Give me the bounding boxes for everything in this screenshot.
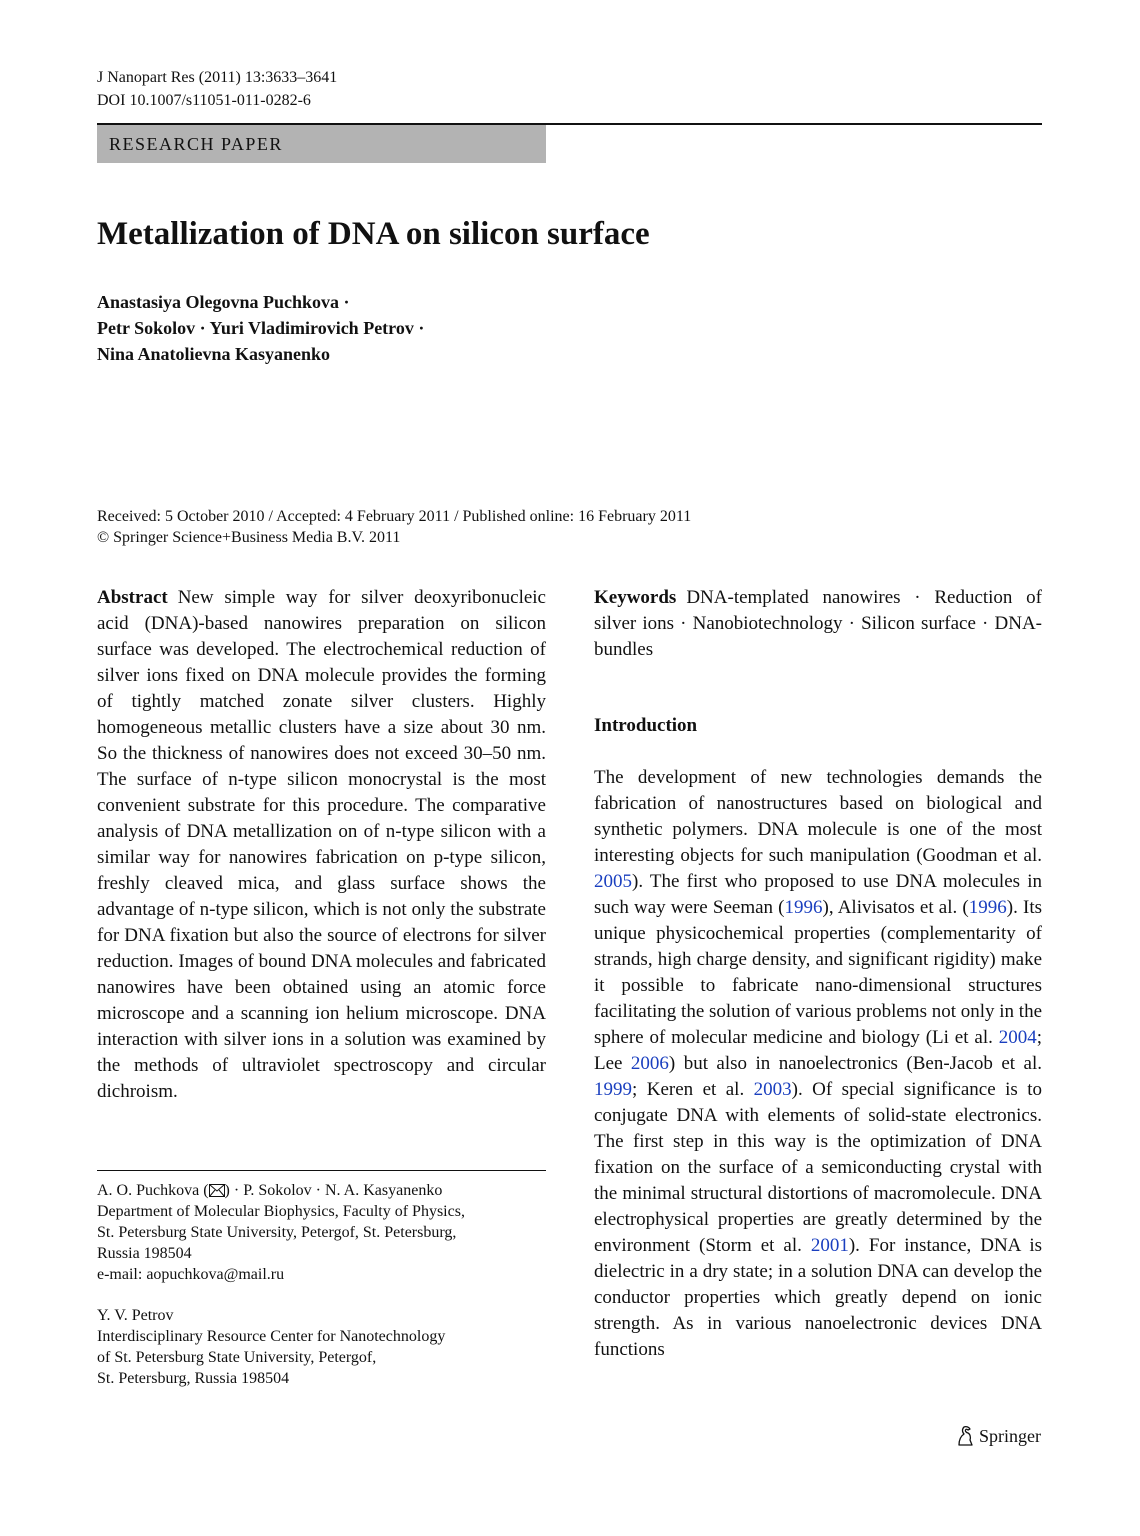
- section-heading-introduction: Introduction: [594, 715, 698, 736]
- springer-horse-icon: [955, 1425, 975, 1447]
- author-name: Y. V. Petrov: [97, 1307, 174, 1324]
- body-text: ; Keren et al.: [632, 1079, 754, 1100]
- affiliation-line: Interdisciplinary Resource Center for Nanotechnology: [97, 1328, 446, 1345]
- footnote-rule: [97, 1170, 546, 1171]
- citation-link[interactable]: 2003: [753, 1079, 792, 1100]
- body-text: ). The first who proposed to use DNA molecules in such way were Seeman (: [594, 871, 1042, 918]
- copyright: © Springer Science+Business Media B.V. 2011: [97, 529, 401, 546]
- citation-link[interactable]: 1996: [784, 897, 823, 918]
- author-line: Petr Sokolov · Yuri Vladimirovich Petrov ·: [97, 318, 425, 338]
- body-text: ). Of special significance is to conjugate DNA with elements of solid-state electronics. The first step in this way is the optimization of DNA fixation on the surface of a semiconducting crystal with the minimal structural distortions of macromolecule. DNA electrophysical properties are greatly determined by the environment (Storm et al.: [594, 1079, 1042, 1256]
- affiliation-line: St. Petersburg State University, Petergof, St. Petersburg,: [97, 1224, 457, 1241]
- author-name: A. O. Puchkova (: [97, 1182, 209, 1199]
- affiliation-line: St. Petersburg, Russia 198504: [97, 1370, 290, 1387]
- keywords-text: DNA-templated nanowires · Reduction of silver ions · Nanobiotechnology · Silicon surface · DNA-bundles: [594, 587, 1042, 660]
- history-dates: Received: 5 October 2010 / Accepted: 4 February 2011 / Published online: 16 February 2011: [97, 508, 692, 525]
- author-line: Anastasiya Olegovna Puchkova ·: [97, 292, 350, 312]
- affiliation-block-1: [97, 1180, 546, 1285]
- body-text: ) but also in nanoelectronics (Ben-Jacob et al.: [668, 1053, 1042, 1074]
- citation-link[interactable]: 2006: [630, 1053, 669, 1074]
- email-link[interactable]: e-mail: aopuchkova@mail.ru: [97, 1266, 285, 1283]
- affiliation-block-2: [97, 1305, 546, 1389]
- keywords: [594, 585, 1042, 663]
- citation-link[interactable]: 1996: [968, 897, 1007, 918]
- keywords-label: Keywords: [594, 587, 677, 608]
- coauthor-names: ) · P. Sokolov · N. A. Kasyanenko: [224, 1182, 443, 1199]
- affiliation-line: Department of Molecular Biophysics, Faculty of Physics,: [97, 1203, 465, 1220]
- abstract-text: New simple way for silver deoxyribonucleic acid (DNA)-based nanowires preparation on silicon surface was developed. The electrochemical reduction of silver ions fixed on DNA molecule provides the forming of tightly matched zonate silver clusters. Highly homogeneous metallic clusters have a size about 30 nm. So the thickness of nanowires does not exceed 30–50 nm. The surface of n-type silicon monocrystal is the most convenient substrate for this procedure. The comparative analysis of DNA metallization on of n-type silicon with a similar way for nanowires fabrication on p-type silicon, freshly cleaved mica, and glass surface shows the advantage of n-type silicon, which is not only the substrate for DNA fixation but also the source of electrons for silver reduction. Images of bound DNA molecules and fabricated nanowires have been obtained using an atomic force microscope and a scanning ion helium microscope. DNA interaction with silver ions in a solution was examined by the methods of ultraviolet spectroscopy and circular dichroism.: [97, 587, 546, 1102]
- author-line: Nina Anatolievna Kasyanenko: [97, 344, 331, 364]
- body-text: ). Its unique physicochemical properties (complementarity of strands, high charge density, and significant rigidity) make it possible to fabricate nano-dimensional structures facilitating the solution of various problems not only in the sphere of molecular medicine and biology (Li et al.: [594, 897, 1043, 1048]
- citation-link[interactable]: 1999: [594, 1079, 632, 1100]
- citation-link[interactable]: 2001: [810, 1235, 849, 1256]
- abstract: [97, 585, 546, 1105]
- paper-title: Metallization of DNA on silicon surface: [97, 216, 650, 252]
- citation-link[interactable]: 2004: [998, 1027, 1037, 1048]
- author-list: [97, 289, 424, 367]
- body-text: ), Alivisatos et al. (: [822, 897, 969, 918]
- body-text: ). For instance, DNA is dielectric in a dry state; in a solution DNA can develop the conductor properties which greatly depend on ionic strength. As in various nanoelectronic devices DNA functions: [594, 1235, 1042, 1360]
- affiliation-line: Russia 198504: [97, 1245, 192, 1262]
- section-banner: RESEARCH PAPER: [97, 125, 546, 163]
- publisher-logo: [955, 1424, 1041, 1448]
- body-text: ; Lee: [594, 1027, 1042, 1074]
- corresponding-authors: [97, 1180, 546, 1201]
- doi: DOI 10.1007/s11051-011-0282-6: [97, 92, 311, 109]
- publisher-name: Springer: [979, 1426, 1041, 1446]
- publication-dates: [97, 506, 691, 548]
- envelope-icon: [209, 1184, 225, 1197]
- citation-link[interactable]: 2005: [594, 871, 632, 892]
- body-text: The development of new technologies demands the fabrication of nanostructures based on biological and synthetic polymers. DNA molecule is one of the most interesting objects for such manipulation (Goodman et al.: [594, 767, 1042, 866]
- journal-citation: J Nanopart Res (2011) 13:3633–3641: [97, 69, 338, 86]
- abstract-label: Abstract: [97, 587, 168, 608]
- affiliation-line: of St. Petersburg State University, Petergof,: [97, 1349, 377, 1366]
- introduction-body: [594, 765, 1042, 1363]
